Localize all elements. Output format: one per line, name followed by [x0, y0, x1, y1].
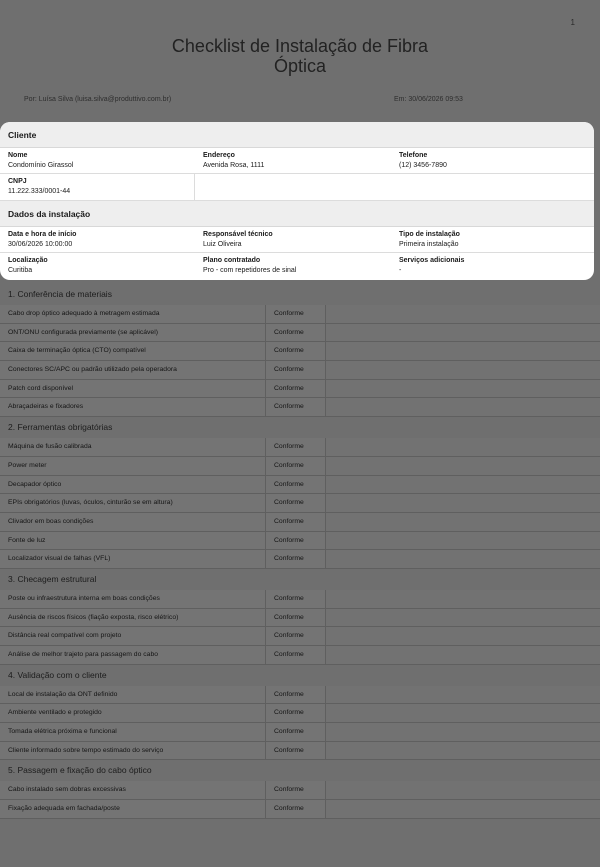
checklist-item-notes — [326, 380, 600, 398]
checklist-item-status: Conforme — [266, 513, 326, 531]
servicos-cell — [391, 253, 594, 279]
responsavel-cell — [195, 227, 391, 252]
telefone-label: Telefone — [399, 152, 428, 159]
endereco-label: Endereço — [203, 152, 235, 159]
checklist-item-name: Patch cord disponível — [0, 380, 266, 398]
client-row — [0, 148, 594, 174]
checklist-item-notes — [326, 742, 600, 760]
checklist-item-name: Cliente informado sobre tempo estimado do serviço — [0, 742, 266, 760]
cnpj-value: 11.222.333/0001-44 — [8, 188, 71, 195]
checklist-item-notes — [326, 781, 600, 799]
section-title: 2. Ferramentas obrigatórias — [8, 422, 113, 433]
checklist-item-name: Ausência de riscos físicos (fiação exposta, risco elétrico) — [0, 609, 266, 627]
checklist-row — [0, 532, 600, 551]
plano-label: Plano contratado — [203, 257, 261, 264]
checklist-row — [0, 457, 600, 476]
cnpj-row — [0, 174, 594, 201]
localizacao-label: Localização — [8, 257, 48, 264]
plano-cell — [195, 253, 391, 279]
localizacao-value: Curitiba — [8, 267, 33, 274]
checklist-item-status: Conforme — [266, 476, 326, 494]
checklist-row — [0, 494, 600, 513]
checklist-item-status: Conforme — [266, 550, 326, 568]
plano-value: Pro - com repetidores de sinal — [203, 267, 297, 274]
endereco-cell — [195, 148, 391, 173]
checklist-row — [0, 800, 600, 819]
checklist-item-status: Conforme — [266, 686, 326, 704]
checklist-item-name: Tomada elétrica próxima e funcional — [0, 723, 266, 741]
checklist-row — [0, 513, 600, 532]
checklist-item-notes — [326, 723, 600, 741]
author-text: Por: Luísa Silva (luisa.silva@produttivo.com.br) — [24, 96, 172, 103]
checklist-row — [0, 476, 600, 495]
servicos-value: - — [399, 267, 402, 274]
checklist-item-status: Conforme — [266, 590, 326, 608]
checklist-item-notes — [326, 438, 600, 456]
checklist-item-name: Conectores SC/APC ou padrão utilizado pela operadora — [0, 361, 266, 379]
checklist-item-notes — [326, 476, 600, 494]
checklist-item-status: Conforme — [266, 627, 326, 645]
inicio-cell — [0, 227, 195, 252]
checklist-row — [0, 398, 600, 417]
info-card — [0, 122, 594, 280]
section-title: 1. Conferência de materiais — [8, 289, 112, 299]
checklist-item-name: Decapador óptico — [0, 476, 266, 494]
checklist-item-notes — [326, 590, 600, 608]
checklist-row — [0, 361, 600, 380]
checklist-item-status: Conforme — [266, 361, 326, 379]
checklist-row — [0, 342, 600, 361]
checklist-item-status: Conforme — [266, 438, 326, 456]
installation-row-1 — [0, 227, 594, 253]
checklist-item-name: Clivador em boas condições — [0, 513, 266, 531]
section-title: 3. Checagem estrutural — [8, 573, 97, 584]
checklist-item-notes — [326, 305, 600, 323]
checklist-item-name: Distância real compatível com projeto — [0, 627, 266, 645]
checklist-item-name: Análise de melhor trajeto para passagem do cabo — [0, 646, 266, 664]
checklist-item-status: Conforme — [266, 532, 326, 550]
client-heading: Cliente — [0, 122, 594, 148]
checklist-row — [0, 324, 600, 343]
responsavel-value: Luiz Oliveira — [203, 241, 242, 248]
checklist-item-notes — [326, 646, 600, 664]
checklist-row — [0, 686, 600, 705]
checklist-item-status: Conforme — [266, 742, 326, 760]
checklist-item-notes — [326, 513, 600, 531]
checklist-row — [0, 550, 600, 569]
checklist-item-notes — [326, 342, 600, 360]
checklist-item-status: Conforme — [266, 457, 326, 475]
checklist-item-name: Local de instalação da ONT definido — [0, 686, 266, 704]
title-line-1: Checklist de Instalação de Fibra — [171, 36, 429, 56]
checklist-row — [0, 305, 600, 324]
checklist-item-notes — [326, 800, 600, 818]
checklist-item-name: ONT/ONU configurada previamente (se aplicável) — [0, 324, 266, 342]
cnpj-label: CNPJ — [8, 178, 27, 185]
telefone-value: (12) 3456-7890 — [399, 162, 447, 169]
servicos-label: Serviços adicionais — [399, 257, 465, 264]
checklist-item-name: Localizador visual de falhas (VFL) — [0, 550, 266, 568]
checklist-row — [0, 646, 600, 665]
checklist-row — [0, 438, 600, 457]
endereco-value: Avenida Rosa, 1111 — [203, 162, 265, 169]
checklist-row — [0, 704, 600, 723]
title-line-2: Óptica — [273, 56, 327, 76]
responsavel-label: Responsável técnico — [203, 231, 273, 238]
checklist-item-name: EPIs obrigatórios (luvas, óculos, cinturão se em altura) — [0, 494, 266, 512]
checklist-item-status: Conforme — [266, 646, 326, 664]
checklist-item-name: Ambiente ventilado e protegido — [0, 704, 266, 722]
checklist-item-name: Abraçadeiras e fixadores — [0, 398, 266, 416]
telefone-cell — [391, 148, 594, 173]
checklist-item-status: Conforme — [266, 305, 326, 323]
checklist-row — [0, 723, 600, 742]
checklist-item-name: Poste ou infraestrutura interna em boas condições — [0, 590, 266, 608]
nome-value: Condomínio Girassol — [8, 162, 74, 169]
checklist-sections — [0, 284, 600, 819]
checklist-item-status: Conforme — [266, 723, 326, 741]
checklist-item-status: Conforme — [266, 342, 326, 360]
checklist-item-name: Cabo drop óptico adequado à metragem estimada — [0, 305, 266, 323]
checklist-item-notes — [326, 457, 600, 475]
inicio-value: 30/06/2026 10:00:00 — [8, 241, 73, 248]
checklist-item-notes — [326, 532, 600, 550]
checklist-item-notes — [326, 494, 600, 512]
page-number: 1 — [570, 18, 575, 27]
checklist-row — [0, 380, 600, 399]
checklist-item-status: Conforme — [266, 494, 326, 512]
checklist-row — [0, 781, 600, 800]
installation-heading: Dados da instalação — [0, 201, 594, 227]
checklist-item-status: Conforme — [266, 704, 326, 722]
page-title — [0, 36, 600, 76]
tipo-cell — [391, 227, 594, 252]
checklist-item-notes — [326, 398, 600, 416]
checklist-row — [0, 627, 600, 646]
cnpj-cell — [0, 174, 195, 200]
checklist-item-status: Conforme — [266, 781, 326, 799]
checklist-item-name: Power meter — [0, 457, 266, 475]
checklist-item-name: Fonte de luz — [0, 532, 266, 550]
checklist-item-notes — [326, 704, 600, 722]
tipo-label: Tipo de instalação — [399, 231, 460, 238]
date-text: Em: 30/06/2026 09:53 — [394, 96, 463, 103]
checklist-item-name: Cabo instalado sem dobras excessivas — [0, 781, 266, 799]
checklist-item-status: Conforme — [266, 324, 326, 342]
section-title: 5. Passagem e fixação do cabo óptico — [8, 765, 152, 776]
nome-cell — [0, 148, 195, 173]
checklist-item-status: Conforme — [266, 380, 326, 398]
section-title: 4. Validação com o cliente — [8, 669, 107, 680]
checklist-item-notes — [326, 686, 600, 704]
localizacao-cell — [0, 253, 195, 279]
nome-label: Nome — [8, 152, 28, 159]
checklist-item-status: Conforme — [266, 800, 326, 818]
checklist-item-status: Conforme — [266, 609, 326, 627]
installation-row-2 — [0, 253, 594, 279]
checklist-item-notes — [326, 609, 600, 627]
checklist-item-name: Máquina de fusão calibrada — [0, 438, 266, 456]
checklist-item-name: Caixa de terminação óptica (CTO) compatível — [0, 342, 266, 360]
checklist-row — [0, 590, 600, 609]
checklist-item-notes — [326, 550, 600, 568]
checklist-row — [0, 742, 600, 761]
checklist-row — [0, 609, 600, 628]
checklist-item-name: Fixação adequada em fachada/poste — [0, 800, 266, 818]
checklist-item-notes — [326, 324, 600, 342]
tipo-value: Primeira instalação — [399, 241, 459, 248]
checklist-item-status: Conforme — [266, 398, 326, 416]
inicio-label: Data e hora de início — [8, 231, 77, 238]
checklist-item-notes — [326, 627, 600, 645]
checklist-item-notes — [326, 361, 600, 379]
